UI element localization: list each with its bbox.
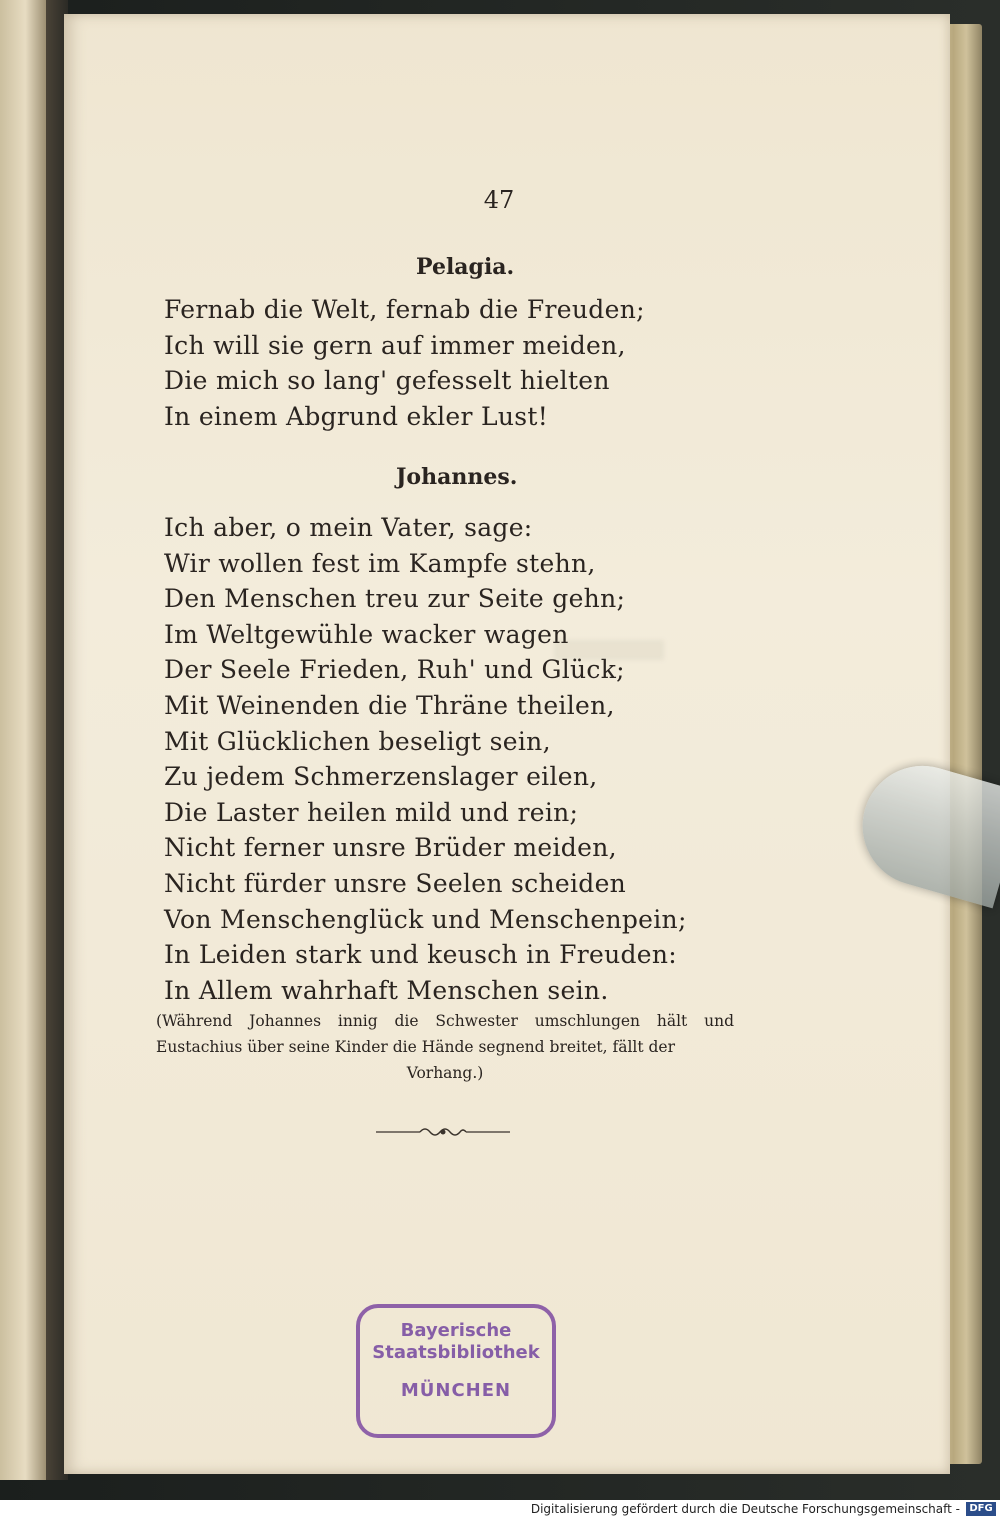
page-number xyxy=(64,186,950,214)
verse-line: Ich aber, o mein Vater, sage: xyxy=(164,513,533,542)
stage-direction-last-line: Vorhang.) xyxy=(406,1064,484,1082)
library-stamp xyxy=(356,1304,556,1438)
verse-line: In einem Abgrund ekler Lust! xyxy=(164,401,549,431)
verse-line: Im Weltgewühle wacker wagen xyxy=(164,619,569,649)
book-page xyxy=(64,14,950,1474)
verse-block-pelagia xyxy=(164,292,645,434)
verse-line: Wir wollen fest im Kampfe stehn, xyxy=(164,548,596,578)
footer-credit: Digitalisierung gefördert durch die Deutsche Forschungsgemeinschaft - xyxy=(530,1502,960,1516)
verse-line: Mit Weinenden die Thräne theilen, xyxy=(164,690,615,720)
verse-line: Die Laster heilen mild und rein; xyxy=(164,797,579,827)
verse-line: Die mich so lang' gefesselt hielten xyxy=(164,366,610,396)
stage-direction xyxy=(156,1008,734,1086)
ornament-divider xyxy=(376,1122,510,1142)
dfg-logo: DFG xyxy=(966,1502,996,1516)
left-page-edge xyxy=(0,0,47,1480)
stamp-line: Bayerische xyxy=(400,1320,512,1341)
verse-line: Mit Glücklichen beseligt sein, xyxy=(164,726,551,756)
stamp-line: Staatsbibliothek xyxy=(372,1342,540,1363)
verse-line: Den Menschen treu zur Seite gehn; xyxy=(164,584,626,614)
speaker-heading: Pelagia. xyxy=(416,254,515,280)
verse-line: Ich will sie gern auf immer meiden, xyxy=(164,330,626,360)
verse-line: Der Seele Frieden, Ruh' und Glück; xyxy=(164,655,625,685)
verse-line: Von Menschenglück und Menschenpein; xyxy=(164,904,687,934)
stage-direction-text: (Während Johannes innig die Schwester umschlungen hält und Eustachius über seine Kinder die Hände segnend breitet, fällt der xyxy=(156,1012,734,1056)
verse-line: Zu jedem Schmerzenslager eilen, xyxy=(164,762,598,792)
bleed-through-mark xyxy=(554,640,664,660)
verse-block-johannes xyxy=(164,510,687,1008)
verse-line: In Leiden stark und keusch in Freuden: xyxy=(164,940,678,970)
page-number-text: 47 xyxy=(483,186,515,214)
speaker-heading: Johannes. xyxy=(396,464,518,490)
stamp-line: MÜNCHEN xyxy=(400,1380,512,1401)
footer-bar xyxy=(0,1500,1000,1520)
verse-line: Fernab die Welt, fernab die Freuden; xyxy=(164,295,645,324)
verse-line: In Allem wahrhaft Menschen sein. xyxy=(164,975,609,1005)
verse-line: Nicht fürder unsre Seelen scheiden xyxy=(164,868,627,898)
verse-line: Nicht ferner unsre Brüder meiden, xyxy=(164,833,617,863)
